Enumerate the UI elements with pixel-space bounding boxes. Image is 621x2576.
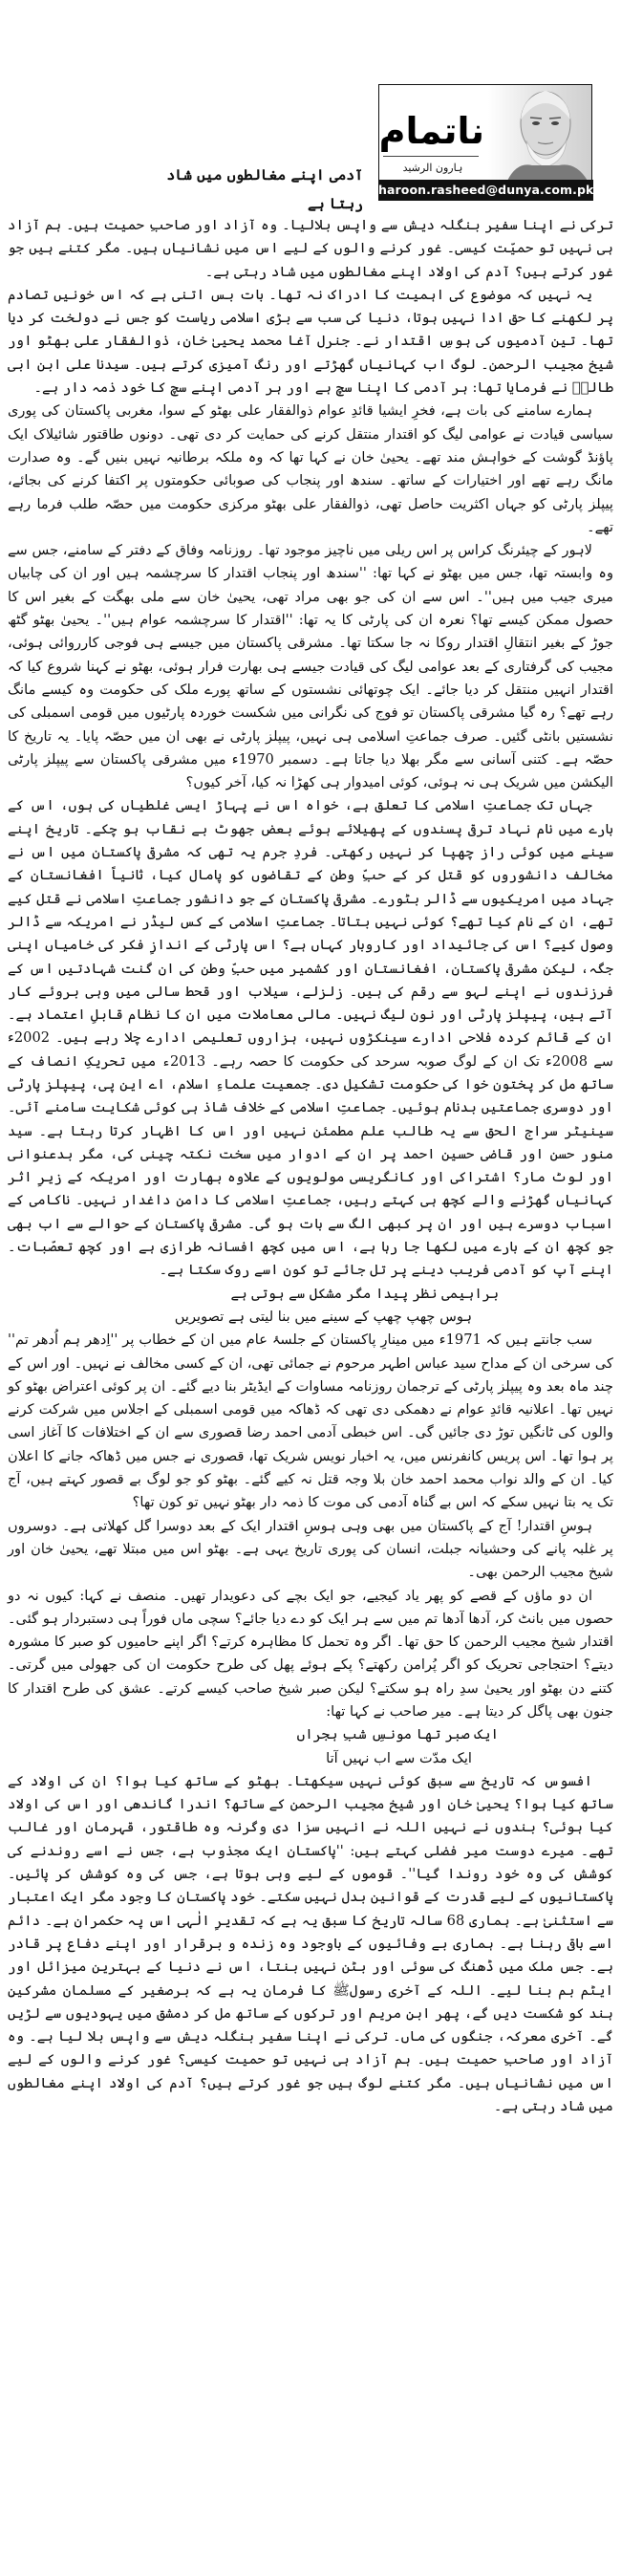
author-portrait bbox=[488, 85, 591, 181]
verse-line: ایک صبر تھا مونسِ شبِ ہجراں bbox=[296, 1726, 499, 1743]
verse-line: ایک مدّت سے اب نہیں آتا bbox=[326, 1749, 472, 1766]
article-paragraph: افسوس کہ تاریخ سے سبق کوئی نہیں سیکھتا۔ بھٹو کے ساتھ کیا ہوا؟ ان کی اولاد کے ساتھ کیا ہوا؟ یحییٰ خان اور شیخ مجیب الرحمن کے ساتھ؟ اندرا گاندھی اور اس کی اولاد کیا ہوئی؟ بندوں نے نہیں اللہ نے انہیں سزا دی وگرنہ وہ طاقتور، قہرمان اور غالب تھے۔ میرے دوست میر فضلی کہتے ہیں: ''پاکستان ایک مجذوب ہے، جس نے اسے روندنے کی کوشش کی وہ خود روندا گیا''۔ قوموں کے لیے وہی ہوتا ہے، جس کی وہ کوشش کر پائیں۔ پاکستانیوں کے لیے قدرت کے قوانین بدل نہیں سکتے۔ خود پاکستان کا وجود مگر ایک اعتبار سے استثنیٰ ہے۔ ہماری 68 سالہ تاریخ کا سبق یہ ہے کہ تقدیرِ الٰہی اس پہ حکمران ہے۔ دائم اسے باقی رہنا ہے۔ ہماری بے وفائیوں کے باوجود وہ زندہ و برقرار اور اپنے دفاع پر قادر ہے۔ جس ملک میں ڈھنگ کی سوئی اور بٹن نہیں بنتا، اس نے دنیا کے بہترین میزائل اور ایٹم بم بنا لیے۔ اللہ کے آخری رسولﷺ کا فرمان یہ ہے کہ برصغیر کے مسلمان مشرکینِ ہند کو شکست دیں گے، پھر ابنِ مریم اور ترکوں کے ساتھ مل کر دمشق میں یہودیوں سے لڑیں گے۔ آخری معرکہ، جنگوں کی ماں۔ ترکی نے اپنا سفیر بنگلہ دیش سے واپس بلا لیا ہے۔ وہ آزاد اور صاحبِ حمیت ہیں۔ ہم آزاد ہی نہیں تو حمیت کیسی؟ غور کرنے والوں کے لیے اس میں نشانیاں ہیں۔ مگر کتنے لوگ ہیں جو غور کرتے ہیں؟ آدم کی اولاد اپنے مغالطوں میں شاد رہتی ہے۔ bbox=[8, 1772, 613, 2115]
column-header-box bbox=[378, 84, 592, 182]
verse-line: براہیمی نظر پیدا مگر مشکل سے ہوتی ہے bbox=[230, 1285, 499, 1302]
logo-divider bbox=[383, 156, 479, 157]
author-portrait-icon bbox=[488, 85, 591, 181]
article-body bbox=[8, 214, 613, 2118]
author-email[interactable]: haroon.rasheed@dunya.com.pk bbox=[378, 180, 593, 201]
verse-line: ہوس چھپ چھپ کے سینے میں بنا لیتی ہے تصویریں bbox=[174, 1308, 472, 1325]
article-paragraph: ترکی نے اپنا سفیر بنگلہ دیش سے واپس بلالیا۔ وہ آزاد اور صاحبِ حمیت ہیں۔ ہم آزاد ہی نہیں تو حمیّت کیسی۔ غور کرنے والوں کے لیے اس میں نشانیاں ہیں۔ مگر کتنے ہیں جو غور کرتے ہیں؟ آدم کی اولاد اپنے مغالطوں میں شاد رہتی ہے۔ bbox=[8, 217, 613, 280]
article-paragraph: سب جانتے ہیں کہ 1971ء میں مینارِ پاکستان کے جلسۂ عام میں ان کے خطاب پر ''اِدھر ہم اُدھر تم'' کی سرخی ان کے مداح سید عباس اطہر مرحوم نے جمائی تھی، ان کے کسی مخالف نے نہیں۔ اور اس کے چند ماہ بعد وہ پیپلز پارٹی کے ترجمان روزنامہ مساوات کے ایڈیٹر بنا دیے گئے۔ ان پر کوئی اعتراض بھٹو کو نہیں تھا۔ اعلانیہ قائدِ عوام نے دھمکی دی تھی کہ ڈھاکہ میں قومی اسمبلی کے اجلاس میں شرکت کرنے والوں کی ٹانگیں توڑ دی جائیں گی۔ اس خبطی آدمی احمد رضا قصوری سے ان کے اختلافات کا آغاز اسی پر ہوا تھا۔ اس پریس کانفرنس میں، یہ اخبار نویس شریک تھا، قصوری نے جس میں ڈھاکہ جانے کا اعلان کیا۔ ان کے والد نواب محمد احمد خان بلا وجہ قتل نہ کیے گئے۔ بھٹو کو جو لوگ بے قصور کہتے ہیں، آج تک یہ بتا نہیں سکے کہ اس بے گناہ آدمی کی موت کا ذمہ دار بھٹو نہیں تو کون تھا؟ bbox=[8, 1331, 613, 1511]
author-name: ہارون الرشید bbox=[402, 162, 463, 174]
poetry-couplet bbox=[8, 1283, 613, 1330]
column-logo: ناتمام bbox=[378, 110, 484, 152]
article-paragraph: ہمارے سامنے کی بات ہے، فخرِ ایشیا قائدِ عوام ذوالفقار علی بھٹو کے سوا، مغربی پاکستان کی پوری سیاسی قیادت نے عوامی لیگ کو اقتدار منتقل کرنے کی حمایت کر دی تھی۔ دونوں طاقتور شائیلاک ایک پاؤنڈ گوشت کے خواہش مند تھے۔ یحییٰ خان نے کہا تھا کہ وہ ملکہ برطانیہ نہیں بنیں گے۔ وہ صدارت مانگ رہے تھے اور اختیارات کے ساتھ۔ سندھ اور پنجاب کی صوبائی حکومتوں پر اکتفا کرنے کی بجائے، پیپلز پارٹی کو جہاں اکثریت حاصل تھی، ذوالفقار علی بھٹو مرکزی حکومت میں حصّہ طلب فرما رہے تھے۔ bbox=[8, 402, 613, 535]
article-paragraph: جہاں تک جماعتِ اسلامی کا تعلق ہے، خواہ اس نے پہاڑ ایسی غلطیاں کی ہوں، اس کے بارے میں نام نہاد ترقی پسندوں کے پھیلائے ہوئے بعض جھوٹ بے نقاب ہو چکے۔ تاریخ اپنے سینے میں کوئی راز چھپا کر نہیں رکھتی۔ فردِ جرم یہ تھی کہ مشرقی پاکستان میں اس نے مخالف دانشوروں کو قتل کر کے حبِّ وطن کے تقاضوں کو پامال کیا، ثانیاً افغانستان کے جہاد میں امریکیوں سے ڈالر بٹورے۔ مشرقی پاکستان کے جو دانشور جماعتِ اسلامی نے قتل کیے تھے، ان کے نام کیا تھے؟ کوئی نہیں بتاتا۔ جماعتِ اسلامی کے کس لیڈر نے امریکہ سے ڈالر وصول کیے؟ اس کی جائیداد اور کاروبار کہاں ہے؟ اس پارٹی کے اندازِ فکر کی خامیاں اپنی جگہ، لیکن مشرقی پاکستان، افغانستان اور کشمیر میں حبِّ وطن کی ان گنت شہادتیں اس کے فرزندوں نے اپنے لہو سے رقم کی ہیں۔ زلزلے، سیلاب اور قحط سالی میں وہی بروئے کار آتے ہیں، پیپلز پارٹی اور نون لیگ نہیں۔ مالی معاملات میں ان کا نظام قابلِ اعتماد ہے۔ ان کے قائم کردہ فلاحی ادارے سینکڑوں نہیں، ہزاروں تعلیمی ادارے چلا رہے ہیں۔ 2002ء سے 2008ء تک ان کے لوگ صوبہ سرحد کی حکومت کا حصہ رہے۔ 2013ء میں تحریکِ انصاف کے ساتھ مل کر پختون خوا کی حکومت تشکیل دی۔ جمعیت علماءِ اسلام، اے این پی، پیپلز پارٹی اور دوسری جماعتیں بدنام ہوئیں۔ جماعتِ اسلامی کے خلاف شاذ ہی کوئی شکایت سامنے آئی۔ سینیٹر سراج الحق سے یہ طالب علم مطمئن نہیں اور اس کا اظہار کرتا رہتا ہے۔ سید منور حسن اور قاضی حسین احمد پر ان کے ادوار میں سخت نکتہ چینی کی، مگر بدعنوانی اور لوٹ مار؟ اشتراکی اور کانگریسی مولویوں کے علاوہ بھارت اور امریکہ کے زیرِ اثر کہانیاں گھڑنے والے کچھ ہی کہتے رہیں، جماعتِ اسلامی کا دامن داغدار نہیں۔ ناکامی کے اسباب دوسرے ہیں اور ان پر کبھی الگ سے بات ہو گی۔ مشرقی پاکستان کے حوالے سے اب بھی جو کچھ ان کے بارے میں لکھا جا رہا ہے، اس میں کچھ افسانہ طرازی ہے اور کچھ تعصّبات۔ اپنے آپ کو آدمی فریب دینے پر تل جائے تو کون اسے روک سکتا ہے۔ bbox=[8, 797, 613, 1279]
article-paragraph: لاہور کے چیئرنگ کراس پر اس ریلی میں ناچیز موجود تھا۔ روزنامہ وفاق کے دفتر کے سامنے، جس سے وہ وابستہ تھا، جس میں بھٹو نے کہا تھا: ''سندھ اور پنجاب اقتدار کا سرچشمہ ہیں اور ان کی چابیاں میری جیب میں ہیں''۔ اس سے ان کی جو بھی مراد تھی، یحییٰ خان سے ملی بھگت کے بغیر اس کا حصول ممکن کیسے تھا؟ نعرہ ان کی پارٹی کا یہ تھا: ''اقتدار کا سرچشمہ عوام ہیں''۔ یحییٰ بھٹو گٹھ جوڑ کے بغیر انتقالِ اقتدار روکا نہ جا سکتا تھا۔ مشرقی پاکستان میں جیسے ہی فوجی کارروائی ہوئی، مجیب کی گرفتاری کے بعد عوامی لیگ کی قیادت جیسے ہی بھارت فرار ہوئی، بھٹو نے کہنا شروع کیا کہ اقتدار انہیں منتقل کر دیا جائے۔ ایک چوتھائی نشستوں کے ساتھ پورے ملک کی حکومت وہ کیسے مانگ رہے تھے؟ رہ گیا مشرقی پاکستان تو فوج کی نگرانی میں شکست خوردہ پارٹیوں میں قومی اسمبلی کی نشستیں بانٹی گئیں۔ صرف جماعتِ اسلامی ہی نہیں، پیپلز پارٹی نے بھی ان میں حصّہ پایا۔ یہ تاریخ کا حصّہ ہے۔ کتنی آسانی سے مگر بھلا دیا جاتا ہے۔ دسمبر 1970ء میں مشرقی پاکستان سے پیپلز پارٹی الیکشن میں شریک ہی نہ ہوئی، کوئی امیدوار ہی کھڑا نہ کیا، آخر کیوں؟ bbox=[8, 542, 613, 791]
poetry-couplet bbox=[8, 1723, 613, 1770]
article-paragraph: یہ نہیں کہ موضوع کی اہمیت کا ادراک نہ تھا۔ بات بس اتنی ہے کہ اس خونیں تصادم پر لکھنے کا حق ادا نہیں ہوتا، دنیا کی سب سے بڑی اسلامی ریاست کو جس نے دولخت کر دیا تھا۔ تین آدمیوں کی ہوسِ اقتدار نے۔ جنرل آغا محمد یحییٰ خان، ذوالفقار علی بھٹو اور شیخ مجیب الرحمن۔ لوگ اب کہانیاں گھڑتے اور رنگ آمیزی کرتے ہیں۔ سیدنا علی ابن ابی طالبؓ نے فرمایا تھا: ہر آدمی کا اپنا سچ ہے اور ہر آدمی اپنے سچ کا خود ذمہ دار ہے۔ bbox=[8, 286, 613, 397]
article-headline: آدمی اپنے مغالطوں میں شاد رہتا ہے bbox=[166, 166, 363, 212]
article-paragraph: ان دو ماؤں کے قصے کو پھر یاد کیجیے، جو ایک بچے کی دعویدار تھیں۔ منصف نے کہا: کیوں نہ دو حصوں میں بانٹ کر، آدھا آدھا تم میں سے ہر ایک کو دے دیا جائے؟ سچی ماں فوراً ہی دستبردار ہو گئی۔ اقتدار شیخ مجیب الرحمن کا حق تھا۔ اگر وہ تحمل کا مظاہرہ کرتے؟ اگر اپنے حامیوں کو صبر کا مشورہ دیتے؟ احتجاجی تحریک کو اگر پُرامن رکھتے؟ پکے ہوئے پھل کی طرح حکومت ان کی جھولی میں گرتی۔ کتنے دن بھٹو اور یحییٰ سدِ راہ ہو سکتے؟ لیکن صبر شیخ صاحب کیسے کرتے۔ عشق کی طرح اقتدار کا جنون بھی پاگل کر دیتا ہے۔ میر صاحب نے کہا تھا: bbox=[8, 1587, 613, 1720]
article-paragraph: ہوسِ اقتدار! آج کے پاکستان میں بھی وہی ہوسِ اقتدار ایک کے بعد دوسرا گل کھلاتی ہے۔ دوسروں پر غلبہ پانے کی وحشیانہ جبلت، انسان کی پوری تاریخ یہی ہے۔ بھٹو اس میں مبتلا تھے، یحییٰ خان اور شیخ مجیب الرحمن بھی۔ bbox=[8, 1517, 613, 1581]
